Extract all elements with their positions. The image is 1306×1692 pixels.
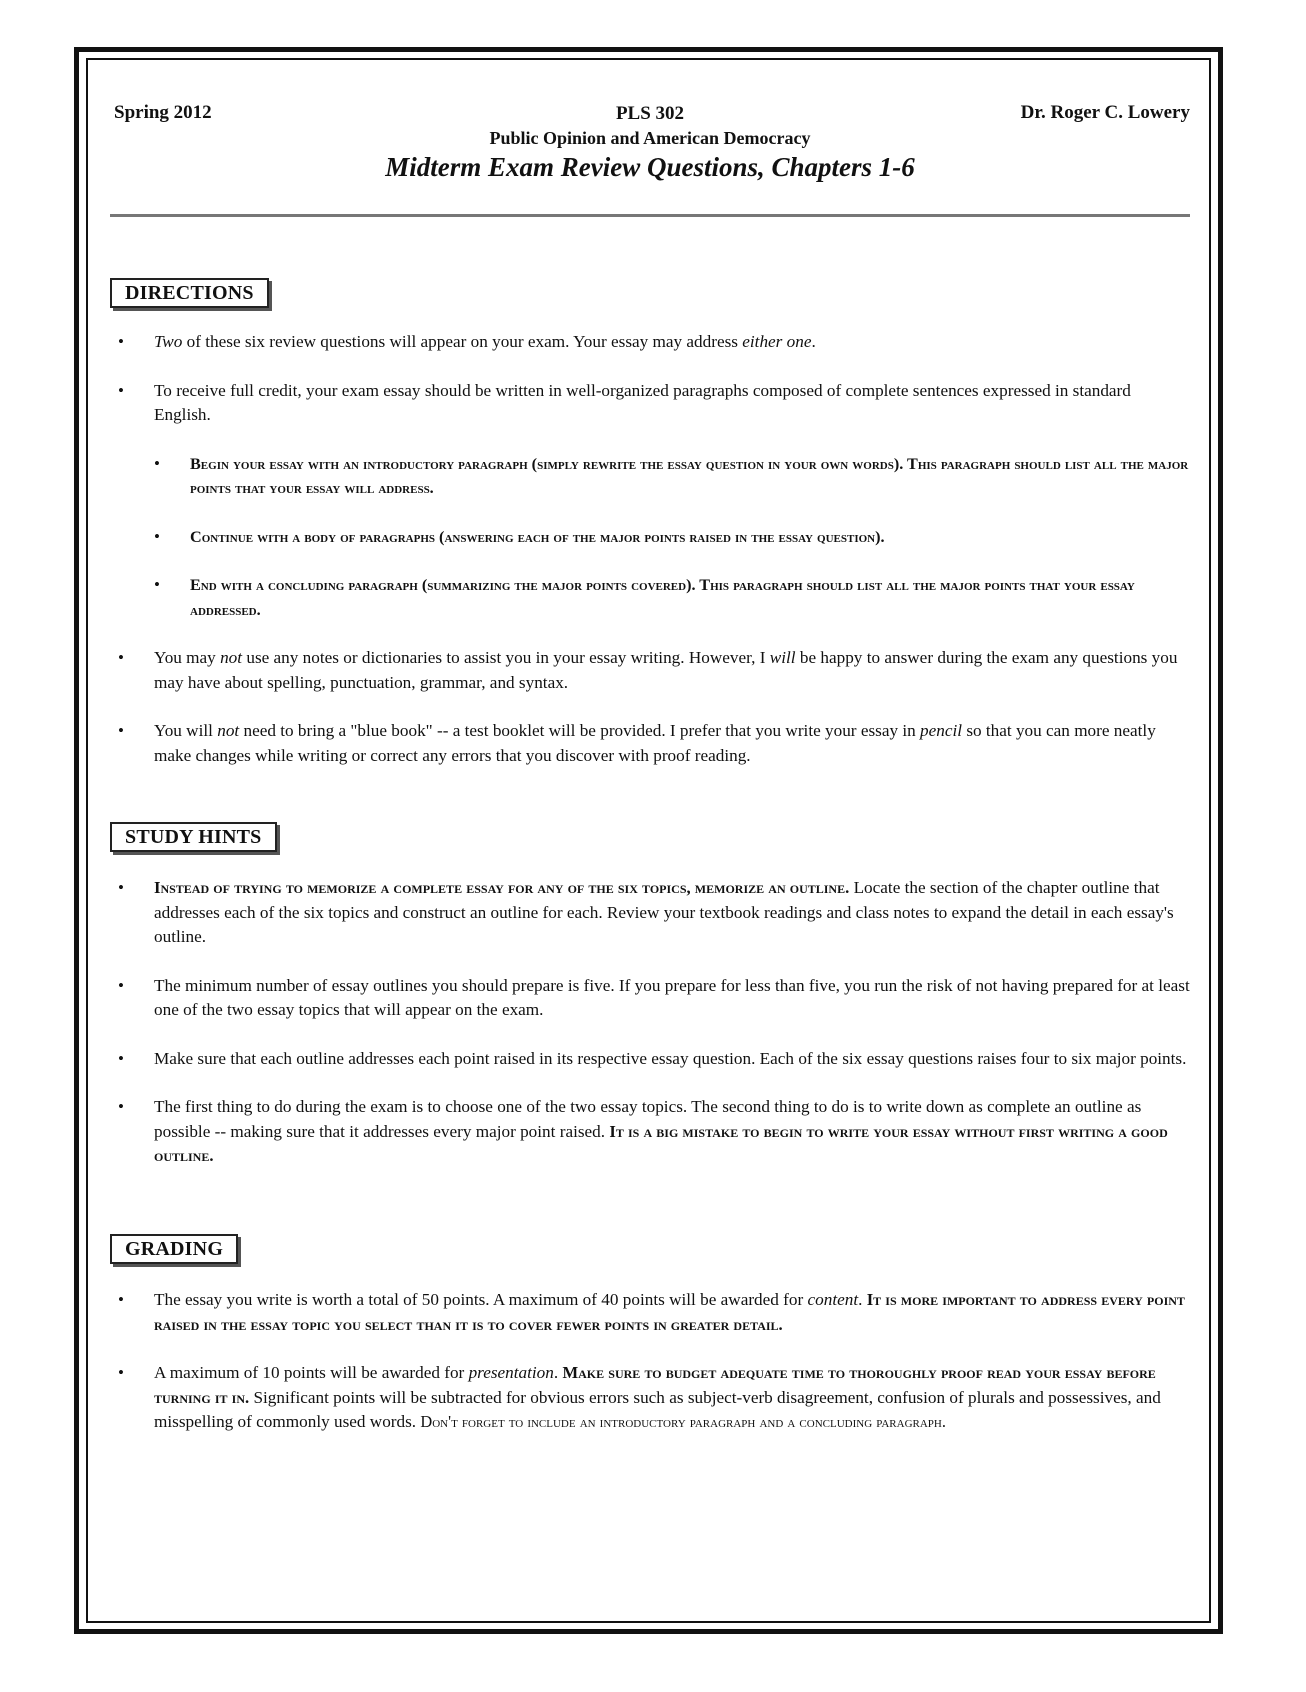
header-divider xyxy=(110,214,1190,217)
directions-section xyxy=(110,278,1190,792)
study-hints-list xyxy=(110,876,1190,1169)
body-text: Significant points will be subtracted for obvious errors such as subject-verb disagreement, confusion of plurals and possessives, and misspelling of commonly used words. xyxy=(154,1387,1161,1431)
document-title: Midterm Exam Review Questions, Chapters 1-6 xyxy=(385,152,915,182)
instructor-name: Dr. Roger C. Lowery xyxy=(1020,102,1190,123)
term-label: Spring 2012 xyxy=(114,102,212,123)
emphasis-text: either one xyxy=(742,332,812,351)
body-text: . xyxy=(811,332,816,351)
emphasis-text: not xyxy=(220,648,243,667)
emphasis-text: will xyxy=(769,648,796,667)
list-item xyxy=(110,330,1190,355)
list-item xyxy=(110,1361,1190,1435)
body-text: A maximum of 10 points will be awarded for xyxy=(154,1363,469,1382)
body-text: . xyxy=(858,1290,867,1309)
body-text: You will xyxy=(154,721,218,740)
course-code: PLS 302 xyxy=(615,103,685,124)
body-text: To receive full credit, your exam essay should be written in well-organized paragraphs composed of complete sentences expressed in standard English. xyxy=(154,380,1131,424)
emphasis-text: presentation xyxy=(468,1363,554,1382)
grading-section xyxy=(110,1234,1190,1459)
reminder-text: Don't forget to include an introductory paragraph and a concluding paragraph. xyxy=(420,1412,946,1431)
list-item xyxy=(110,1288,1190,1337)
body-text: The first thing to do during the exam is to choose one of the two essay topics. The second thing to do is to write down as complete an outline as possible -- making sure that it addresses every major point raised. xyxy=(154,1097,1142,1141)
emphasis-text: Make sure to budget adequate time to thoroughly proof read your essay before turning it in. xyxy=(154,1363,1156,1407)
body-text: . xyxy=(553,1363,563,1382)
body-text: of these six review questions will appear on your exam. Your essay may address xyxy=(182,332,743,351)
course-title: Public Opinion and American Democracy xyxy=(489,128,811,148)
emphasis-text: It is more important to address every point raised in the essay topic you select than it is to cover fewer points in greater detail. xyxy=(154,1290,1185,1334)
body-text: You may xyxy=(154,648,221,667)
list-item: • Make sure that each outline addresses each point raised in its respective essay question. Each of the six essay questions raises four to six major points. xyxy=(110,1047,1190,1072)
list-item: • End with a concluding paragraph (summarizing the major points covered). This paragraph should list all the major points that your essay addressed. xyxy=(154,573,1190,622)
emphasis-text: content xyxy=(807,1290,859,1309)
emphasis-text: It is a big mistake to begin to write your essay without first writing a good outline. xyxy=(154,1121,1168,1165)
list-item xyxy=(110,1095,1190,1169)
list-item: • Begin your essay with an introductory paragraph (simply rewrite the essay question in your own words). This paragraph should list all the major points that your essay will address. xyxy=(154,452,1190,501)
body-text: Locate the section of the chapter outline that addresses each of the six topics and construct an outline for each. Review your textbook readings and class notes to expand the detail in each essay's outline. xyxy=(154,878,1174,946)
emphasis-text: not xyxy=(217,721,240,740)
body-text: so that you can more neatly make changes while writing or correct any errors that you discover with proof reading. xyxy=(154,721,1156,765)
list-item: • Continue with a body of paragraphs (answering each of the major points raised in the essay question). xyxy=(154,525,1190,550)
body-text: be happy to answer during the exam any questions you may have about spelling, punctuation, grammar, and syntax. xyxy=(154,648,1178,692)
body-text: use any notes or dictionaries to assist you in your essay writing. However, I xyxy=(242,648,770,667)
document-body xyxy=(110,100,1190,1431)
emphasis-text: Instead of trying to memorize a complete essay for any of the six topics, memorize an outline. xyxy=(154,878,850,897)
essay-structure-list xyxy=(154,452,1190,623)
body-text: The essay you write is worth a total of 50 points. A maximum of 40 points will be awarded for xyxy=(154,1290,808,1309)
emphasis-text: Two xyxy=(154,332,183,351)
directions-heading: DIRECTIONS xyxy=(110,278,269,308)
list-item: • The minimum number of essay outlines you should prepare is five. If you prepare for less than five, you run the risk of not having prepared for at least one of the two essay topics that will appear on the exam. xyxy=(110,974,1190,1023)
list-item xyxy=(110,719,1190,768)
directions-list xyxy=(110,330,1190,768)
emphasis-text: pencil xyxy=(920,721,963,740)
grading-heading: GRADING xyxy=(110,1234,238,1264)
document-header xyxy=(110,100,1190,190)
list-item xyxy=(110,379,1190,623)
list-item xyxy=(110,876,1190,950)
body-text: need to bring a "blue book" -- a test booklet will be provided. I prefer that you write your essay in xyxy=(239,721,921,740)
grading-list xyxy=(110,1288,1190,1435)
study-hints-section xyxy=(110,822,1190,1193)
study-hints-heading: STUDY HINTS xyxy=(110,822,277,852)
list-item xyxy=(110,646,1190,695)
